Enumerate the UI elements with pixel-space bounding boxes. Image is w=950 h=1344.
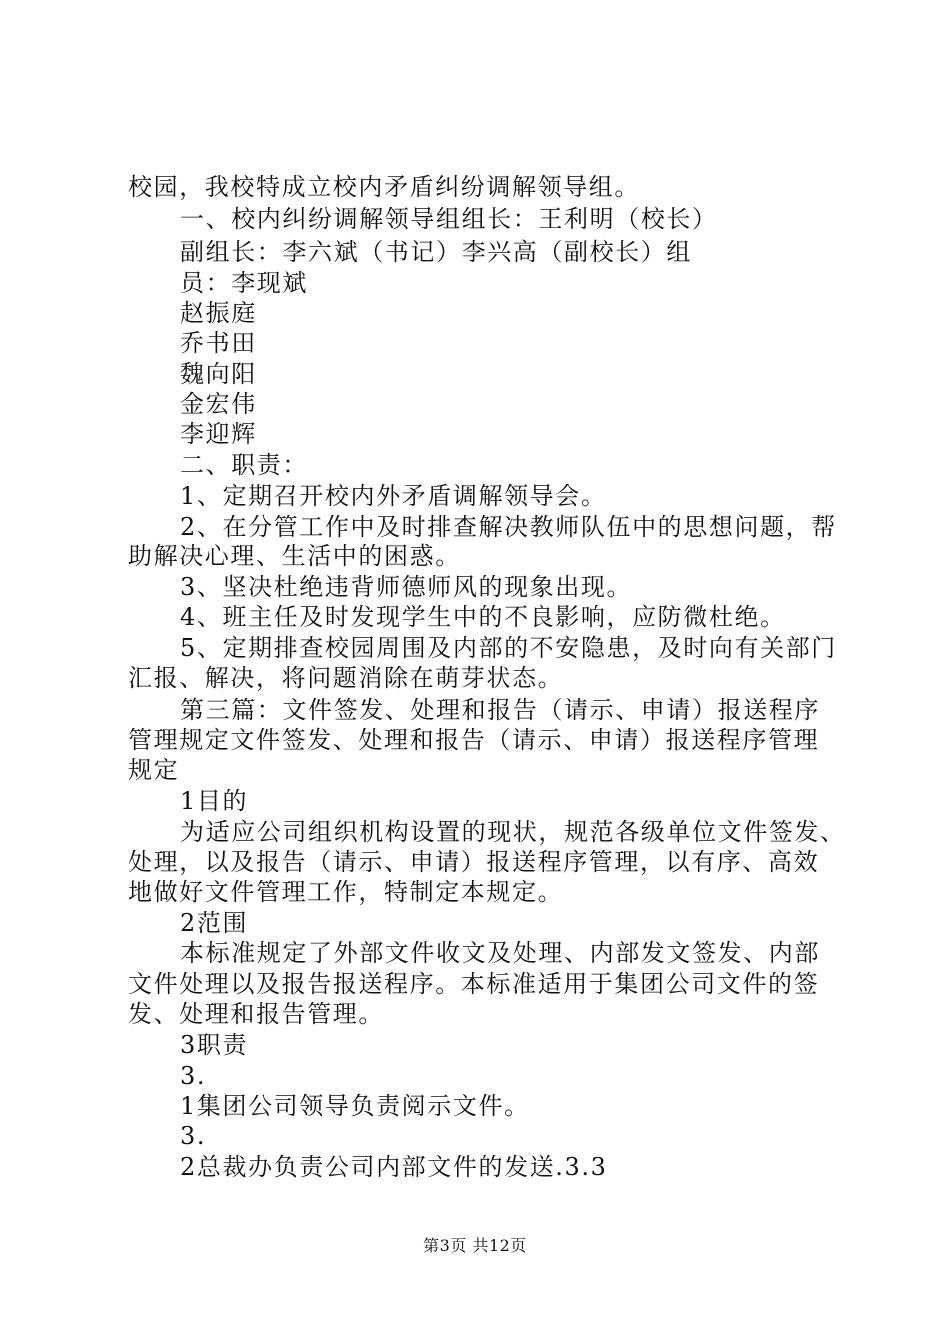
- text-line: 规定: [128, 756, 180, 784]
- text-line: 魏向阳: [180, 360, 257, 388]
- text-line: 发、处理和报告管理。: [128, 1000, 384, 1028]
- text-line: 3、坚决杜绝违背师德师风的现象出现。: [180, 573, 633, 601]
- text-line: 1、定期召开校内外矛盾调解领导会。: [180, 482, 607, 510]
- text-line: 助解决心理、生活中的困惑。: [128, 542, 461, 570]
- text-line: 2、在分管工作中及时排查解决教师队伍中的思想问题，帮: [180, 513, 837, 541]
- text-line: 5、定期排查校园周围及内部的不安隐患，及时向有关部门: [180, 634, 837, 662]
- text-line: 汇报、解决，将问题消除在萌芽状态。: [128, 664, 564, 692]
- text-line: 乔书田: [180, 329, 257, 357]
- text-line: 处理，以及报告（请示、申请）报送程序管理，以有序、高效: [128, 848, 820, 876]
- text-line: 二、职责：: [180, 451, 308, 479]
- text-line: 3.: [180, 1062, 207, 1090]
- text-line: 地做好文件管理工作，特制定本规定。: [128, 878, 564, 906]
- text-line: 3.: [180, 1122, 207, 1150]
- text-line: 副组长：李六斌（书记）李兴高（副校长）组: [180, 238, 692, 266]
- text-line: 员：李现斌: [180, 269, 308, 297]
- text-line: 校园，我校特成立校内矛盾纠纷调解领导组。: [128, 173, 640, 201]
- text-line: 第三篇：文件签发、处理和报告（请示、申请）报送程序: [180, 696, 820, 724]
- text-line: 文件处理以及报告报送程序。本标准适用于集团公司文件的签: [128, 970, 820, 998]
- page-number-footer: 第3页 共12页: [423, 1236, 527, 1255]
- text-line: 赵振庭: [180, 299, 257, 327]
- text-line: 2范围: [180, 909, 249, 937]
- text-line: 为适应公司组织机构设置的现状，规范各级单位文件签发、: [180, 818, 846, 846]
- text-line: 李迎辉: [180, 420, 257, 448]
- text-line: 3职责: [180, 1031, 249, 1059]
- text-line: 一、校内纠纷调解领导组组长：王利明（校长）: [180, 205, 718, 233]
- text-line: 1集团公司领导负责阅示文件。: [180, 1092, 530, 1120]
- text-line: 1目的: [180, 787, 249, 815]
- text-line: 本标准规定了外部文件收文及处理、内部发文签发、内部: [180, 939, 820, 967]
- text-line: 4、班主任及时发现学生中的不良影响，应防微杜绝。: [180, 603, 786, 631]
- text-line: 2总裁办负责公司内部文件的发送.3.3: [180, 1153, 608, 1181]
- text-line: 金宏伟: [180, 390, 257, 418]
- text-line: 管理规定文件签发、处理和报告（请示、申请）报送程序管理: [128, 726, 820, 754]
